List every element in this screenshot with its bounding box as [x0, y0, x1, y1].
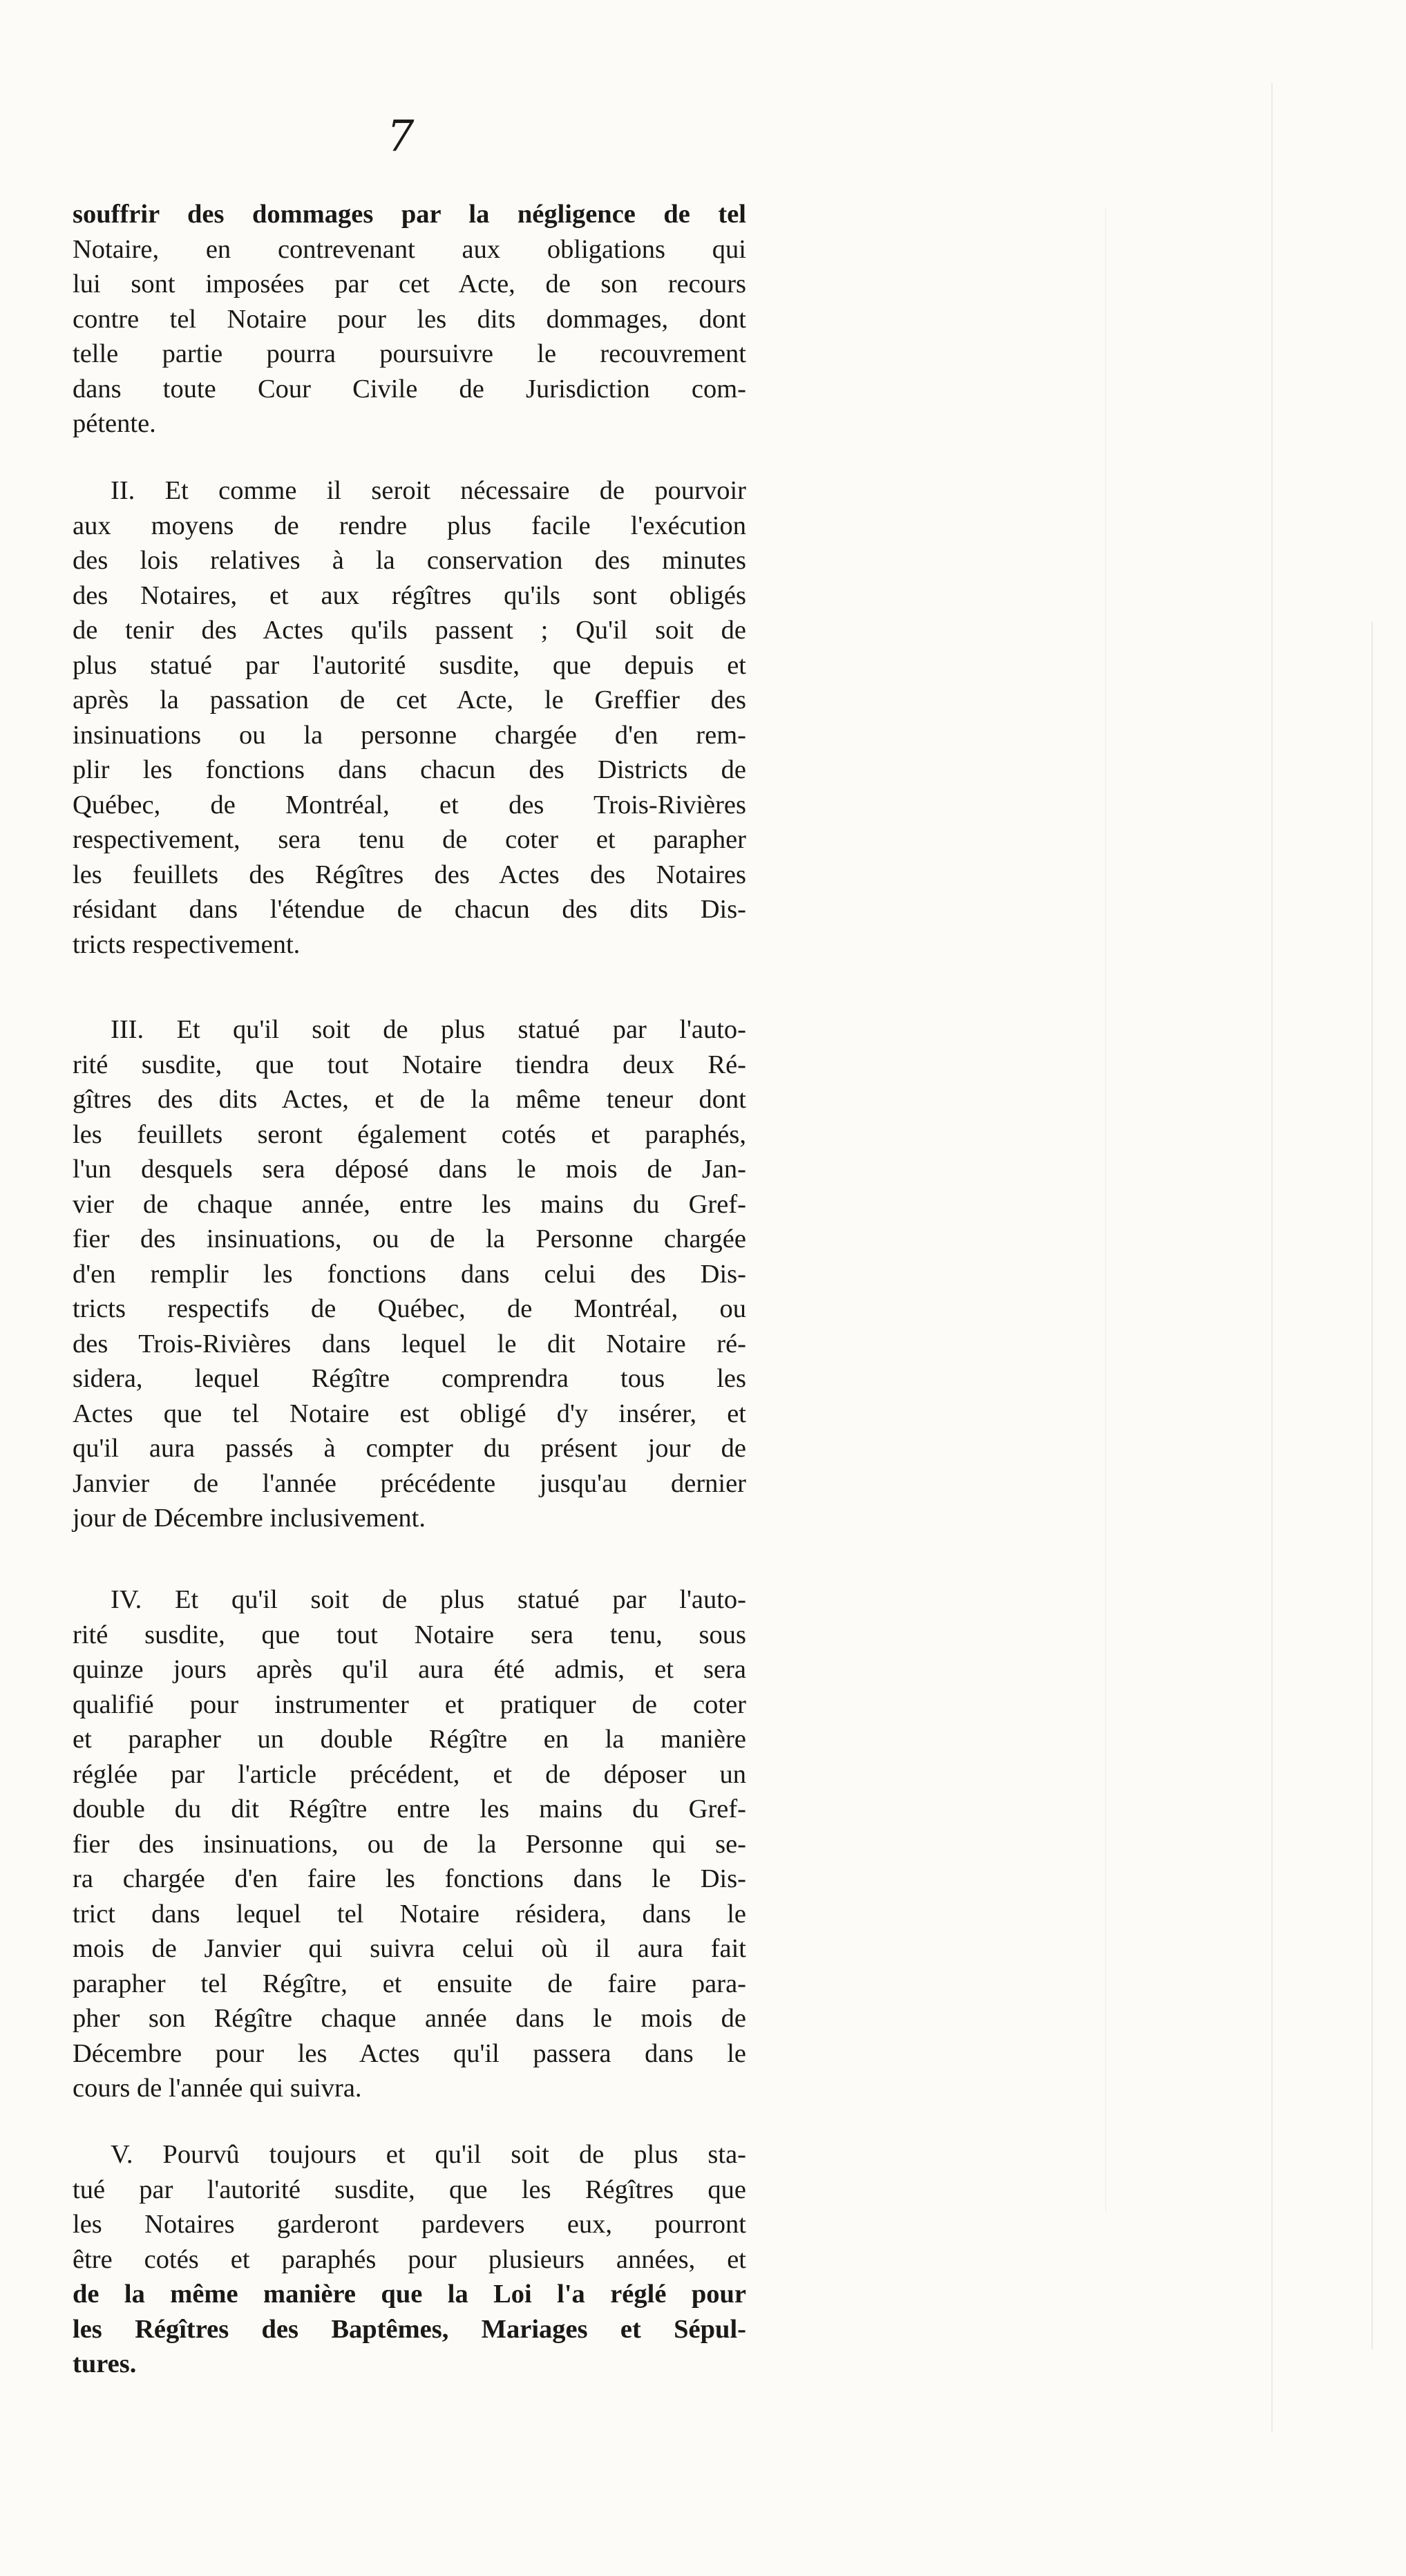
- text-line: tures.: [73, 2349, 137, 2378]
- text-line: II. Et comme il seroit nécessaire de pourvoir: [111, 476, 746, 505]
- text-line: après la passation de cet Acte, le Greffier des: [73, 685, 746, 714]
- bleed-through-mark: [1271, 83, 1273, 2432]
- text-line: plir les fonctions dans chacun des Districts de: [73, 755, 746, 784]
- text-line: les Régîtres des Baptêmes, Mariages et Sépul-: [73, 2314, 746, 2344]
- text-line: fier des insinuations, ou de la Personne qui se-: [73, 1829, 746, 1859]
- text-line: contre tel Notaire pour les dits dommages, dont: [73, 304, 746, 334]
- bleed-through-mark: [1105, 207, 1106, 2211]
- text-line: souffrir des dommages par la négligence de tel: [73, 200, 746, 229]
- text-line: tricts respectifs de Québec, de Montréal, ou: [73, 1294, 746, 1323]
- text-line: qu'il aura passés à compter du présent jour de: [73, 1434, 746, 1463]
- text-line: quinze jours après qu'il aura été admis, et sera: [73, 1655, 746, 1684]
- text-line: telle partie pourra poursuivre le recouvrement: [73, 339, 746, 368]
- text-line: Décembre pour les Actes qu'il passera dans le: [73, 2038, 746, 2068]
- text-line: des Notaires, et aux régîtres qu'ils sont obligés: [73, 580, 746, 610]
- text-line: IV. Et qu'il soit de plus statué par l'auto-: [111, 1585, 746, 1614]
- text-line: de la même manière que la Loi l'a réglé pour: [73, 2280, 746, 2309]
- text-line: qualifié pour instrumenter et pratiquer de coter: [73, 1689, 746, 1719]
- text-line: vier de chaque année, entre les mains du Gref-: [73, 1189, 746, 1219]
- text-line: ra chargée d'en faire les fonctions dans le Dis-: [73, 1864, 746, 1893]
- text-line: trict dans lequel tel Notaire résidera, dans le: [73, 1899, 746, 1929]
- paragraph-article-2: [73, 473, 746, 962]
- text-line: pher son Régître chaque année dans le mois de: [73, 2004, 746, 2033]
- text-line: les Notaires garderont pardevers eux, pourront: [73, 2210, 746, 2239]
- text-line: Notaire, en contrevenant aux obligations qui: [73, 234, 746, 264]
- text-line: mois de Janvier qui suivra celui où il aura fait: [73, 1934, 746, 1963]
- text-line: insinuations ou la personne chargée d'en rem-: [73, 720, 746, 750]
- text-line: tué par l'autorité susdite, que les Régîtres que: [73, 2175, 746, 2204]
- text-line: V. Pourvû toujours et qu'il soit de plus sta-: [111, 2140, 746, 2169]
- text-line: pétente.: [73, 409, 156, 438]
- text-line: réglée par l'article précédent, et de déposer un: [73, 1759, 746, 1789]
- paragraph-continuation: [73, 197, 746, 442]
- paragraph-article-3: [73, 1012, 746, 1536]
- text-line: les feuillets des Régîtres des Actes des Notaires: [73, 860, 746, 889]
- text-line: les feuillets seront également cotés et paraphés,: [73, 1119, 746, 1149]
- text-line: cours de l'année qui suivra.: [73, 2074, 362, 2103]
- bleed-through-mark: [1371, 622, 1373, 2349]
- text-line: rité susdite, que tout Notaire tiendra deux Ré-: [73, 1050, 746, 1079]
- text-line: rité susdite, que tout Notaire sera tenu, sous: [73, 1620, 746, 1649]
- text-line: des Trois-Rivières dans lequel le dit Notaire ré-: [73, 1329, 746, 1358]
- text-line: d'en remplir les fonctions dans celui des Dis-: [73, 1259, 746, 1289]
- text-line: double du dit Régître entre les mains du Gref-: [73, 1794, 746, 1824]
- text-line: lui sont imposées par cet Acte, de son recours: [73, 269, 746, 299]
- text-line: et parapher un double Régître en la manière: [73, 1725, 746, 1754]
- paragraph-article-5: [73, 2137, 746, 2382]
- text-line: Janvier de l'année précédente jusqu'au dernier: [73, 1468, 746, 1498]
- page-number: 7: [387, 111, 415, 161]
- text-line: sidera, lequel Régître comprendra tous les: [73, 1364, 746, 1393]
- text-line: tricts respectivement.: [73, 929, 301, 959]
- text-line: plus statué par l'autorité susdite, que depuis et: [73, 650, 746, 680]
- text-line: gîtres des dits Actes, et de la même teneur dont: [73, 1085, 746, 1114]
- text-line: résidant dans l'étendue de chacun des dits Dis-: [73, 895, 746, 924]
- text-line: jour de Décembre inclusivement.: [73, 1504, 426, 1533]
- text-line: aux moyens de rendre plus facile l'exécution: [73, 511, 746, 540]
- text-line: Actes que tel Notaire est obligé d'y insérer, et: [73, 1399, 746, 1428]
- text-line: parapher tel Régître, et ensuite de faire para-: [73, 1969, 746, 1998]
- text-line: être cotés et paraphés pour plusieurs années, et: [73, 2244, 746, 2274]
- text-line: de tenir des Actes qu'ils passent ; Qu'il soit de: [73, 616, 746, 645]
- text-line: Québec, de Montréal, et des Trois-Rivières: [73, 790, 746, 820]
- text-line: l'un desquels sera déposé dans le mois de Jan-: [73, 1155, 746, 1184]
- text-line: respectivement, sera tenu de coter et parapher: [73, 825, 746, 854]
- text-line: des lois relatives à la conservation des minutes: [73, 546, 746, 575]
- text-line: fier des insinuations, ou de la Personne chargée: [73, 1224, 746, 1253]
- text-line: III. Et qu'il soit de plus statué par l'auto-: [111, 1015, 746, 1044]
- text-line: dans toute Cour Civile de Jurisdiction com-: [73, 374, 746, 404]
- paragraph-article-4: [73, 1582, 746, 2106]
